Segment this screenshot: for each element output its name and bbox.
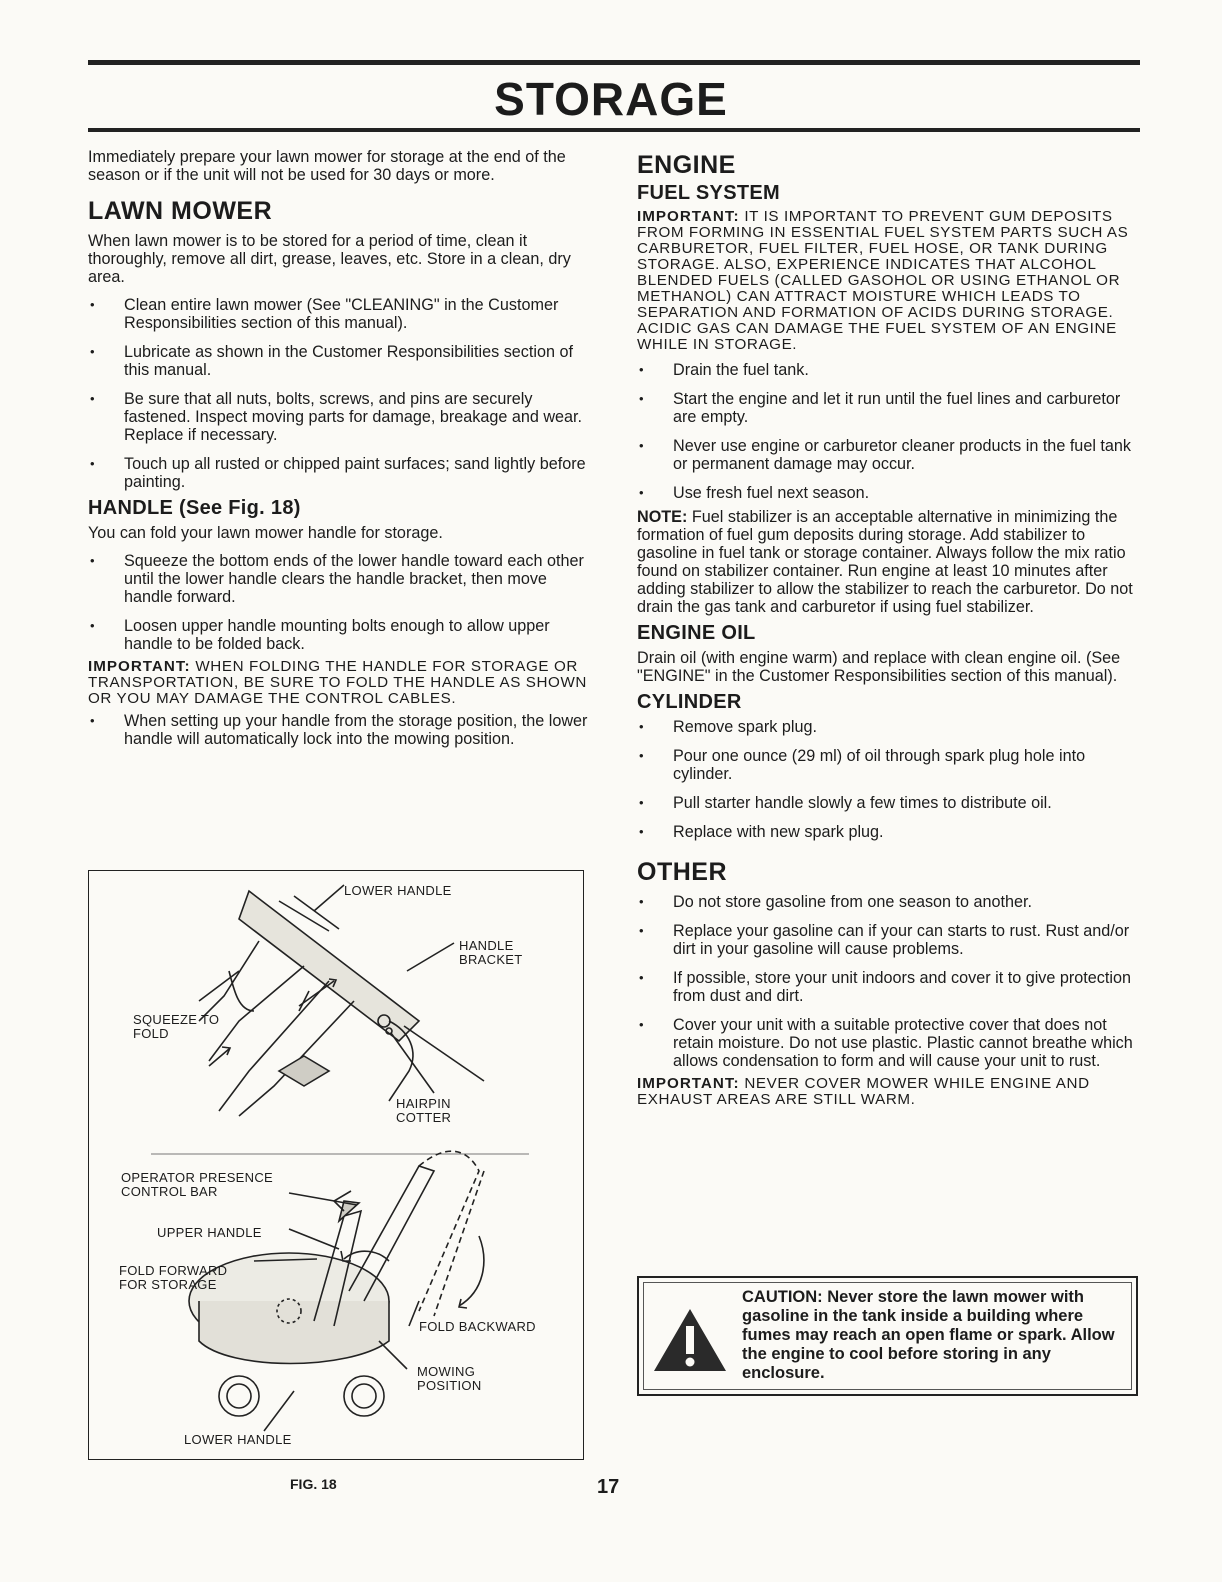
list-item: • Never use engine or carburetor cleaner products in the fuel tank or permanent damage may occur. — [639, 437, 1132, 473]
list-item: • Clean entire lawn mower (See "CLEANING" in the Customer Responsibilities section of this manual). — [90, 296, 559, 332]
list-item: • Pull starter handle slowly a few times to distribute oil. — [639, 794, 1052, 812]
bullet-icon: • — [90, 456, 95, 471]
label-operator-presence: OPERATOR PRESENCE CONTROL BAR — [121, 1170, 273, 1199]
list-item: • Remove spark plug. — [639, 718, 817, 736]
caution-box — [637, 1276, 1138, 1396]
bullet-icon: • — [639, 824, 644, 839]
fuel-important: IMPORTANT: IT IS IMPORTANT TO PREVENT GUM DEPOSITS FROM FORMING IN ESSENTIAL FUEL SYSTEM PARTS SUCH AS CARBURETOR, FUEL FILTER, FUEL HOSE, OR TANK DURING STORAGE. ALSO, EXPERIENCE INDICATES THAT ALCOHOL BLENDED FUELS (CALLED GASOHOL OR USING ETHANOL OR METHANOL) CAN ATTRACT MOISTURE WHICH LEADS TO SEPARATION AND FORMATION OF ACIDS DURING STORAGE. ACIDIC GAS CAN DAMAGE THE FUEL SYSTEM OF AN ENGINE WHILE IN STORAGE. — [637, 208, 1129, 353]
other-heading: OTHER — [637, 858, 727, 886]
page-title: STORAGE — [494, 73, 728, 125]
bullet-icon: • — [90, 618, 95, 633]
bullet-icon: • — [639, 748, 644, 763]
figure-18 — [88, 870, 584, 1460]
warning-icon — [651, 1306, 729, 1374]
list-item: • Drain the fuel tank. — [639, 361, 809, 379]
handle-important: IMPORTANT: WHEN FOLDING THE HANDLE FOR STORAGE OR TRANSPORTATION, BE SURE TO FOLD THE HANDLE AS SHOWN OR YOU MAY DAMAGE THE CONTROL CABLES. — [88, 658, 587, 707]
caution-text: CAUTION: Never store the lawn mower with gasoline in the tank inside a building where fumes may reach an open flame or spark. Allow the engine to cool before storing in any enclosure. — [742, 1288, 1115, 1382]
list-item: • Cover your unit with a suitable protective cover that does not retain moisture. Do not use plastic. Plastic cannot breathe which allows condensation to form and will cause your unit to rust. — [639, 1016, 1133, 1070]
list-item: • Replace your gasoline can if your can starts to rust. Rust and/or dirt in your gasoline will cause problems. — [639, 922, 1130, 958]
bullet-icon: • — [90, 344, 95, 359]
lawn-mower-heading: LAWN MOWER — [88, 197, 273, 225]
label-lower-handle-bottom: LOWER HANDLE — [184, 1432, 292, 1447]
list-item: • If possible, store your unit indoors and cover it to give protection from dust and dirt. — [639, 969, 1131, 1005]
list-item: • When setting up your handle from the storage position, the lower handle will automatically lock into the mowing position. — [90, 712, 588, 748]
list-item: • Lubricate as shown in the Customer Responsibilities section of this manual. — [90, 343, 573, 379]
handle-heading: HANDLE (See Fig. 18) — [88, 497, 301, 519]
label-fold-forward: FOLD FORWARD FOR STORAGE — [119, 1263, 228, 1292]
list-item: • Be sure that all nuts, bolts, screws, and pins are securely fastened. Inspect moving parts for damage, breakage and wear. Replace if necessary. — [90, 390, 583, 444]
handle-list — [88, 552, 588, 653]
bullet-icon: • — [639, 894, 644, 909]
lawn-mower-paragraph: When lawn mower is to be stored for a period of time, clean it thoroughly, remove all dirt, grease, leaves, etc. Store in a clean, dry area. — [88, 232, 571, 286]
list-item: • Start the engine and let it run until the fuel lines and carburetor are empty. — [639, 390, 1121, 426]
other-important: IMPORTANT: NEVER COVER MOWER WHILE ENGINE AND EXHAUST AREAS ARE STILL WARM. — [637, 1075, 1090, 1108]
bullet-icon: • — [639, 438, 644, 453]
bullet-icon: • — [90, 553, 95, 568]
bullet-icon: • — [90, 713, 95, 728]
list-item: • Replace with new spark plug. — [639, 823, 884, 841]
top-rule — [88, 60, 1140, 65]
fuel-list — [637, 361, 1140, 502]
list-item: • Loosen upper handle mounting bolts enough to allow upper handle to be folded back. — [90, 617, 550, 653]
bullet-icon: • — [639, 719, 644, 734]
list-item: • Touch up all rusted or chipped paint surfaces; sand lightly before painting. — [90, 455, 586, 491]
lawn-mower-list — [88, 296, 588, 491]
list-item: • Pour one ounce (29 ml) of oil through spark plug hole into cylinder. — [639, 747, 1086, 783]
bullet-icon: • — [639, 362, 644, 377]
other-list — [637, 893, 1140, 1070]
left-column — [88, 148, 588, 759]
fuel-system-heading: FUEL SYSTEM — [637, 182, 780, 204]
engine-oil-heading: ENGINE OIL — [637, 622, 756, 644]
bullet-icon: • — [90, 391, 95, 406]
fuel-note: NOTE: Fuel stabilizer is an acceptable alternative in minimizing the formation of fuel gum deposits during storage. Add stabilizer to gasoline in fuel tank or storage container. Always follow the mix ratio found on stabilizer container. Run engine at least 10 minutes after adding stabilizer to allow the stabilizer to reach the carburetor. Do not drain the gas tank and carburetor if using fuel stabilizer. — [637, 508, 1133, 616]
bullet-icon: • — [639, 391, 644, 406]
right-column — [637, 148, 1140, 1113]
label-mowing-position: MOWING POSITION — [417, 1364, 482, 1393]
bullet-icon: • — [639, 923, 644, 938]
label-upper-handle: UPPER HANDLE — [157, 1225, 262, 1240]
label-handle-bracket: HANDLE BRACKET — [459, 938, 523, 967]
label-fold-backward: FOLD BACKWARD — [419, 1319, 536, 1334]
handle-paragraph: You can fold your lawn mower handle for storage. — [88, 524, 443, 542]
label-squeeze-to-fold: SQUEEZE TO FOLD — [133, 1012, 220, 1041]
label-lower-handle-top: LOWER HANDLE — [344, 883, 452, 898]
engine-heading: ENGINE — [637, 151, 736, 179]
page-number: 17 — [597, 1476, 620, 1498]
list-item: • Squeeze the bottom ends of the lower handle toward each other until the lower handle clears the handle bracket, then move handle forward. — [90, 552, 584, 606]
bullet-icon: • — [639, 1017, 644, 1032]
bullet-icon: • — [639, 485, 644, 500]
list-item: • Use fresh fuel next season. — [639, 484, 870, 502]
bullet-icon: • — [639, 795, 644, 810]
bottom-rule — [88, 128, 1140, 132]
bullet-icon: • — [639, 970, 644, 985]
intro-paragraph: Immediately prepare your lawn mower for storage at the end of the season or if the unit will not be used for 30 days or more. — [88, 148, 566, 184]
figure-caption: FIG. 18 — [290, 1476, 337, 1492]
engine-oil-paragraph: Drain oil (with engine warm) and replace with clean engine oil. (See "ENGINE" in the Customer Responsibilities section of this manual). — [637, 649, 1121, 685]
label-hairpin-cotter: HAIRPIN COTTER — [396, 1096, 452, 1125]
handle-list-2 — [88, 712, 588, 748]
list-item: • Do not store gasoline from one season to another. — [639, 893, 1033, 911]
cylinder-list — [637, 718, 1140, 841]
cylinder-heading: CYLINDER — [637, 691, 742, 713]
bullet-icon: • — [90, 297, 95, 312]
